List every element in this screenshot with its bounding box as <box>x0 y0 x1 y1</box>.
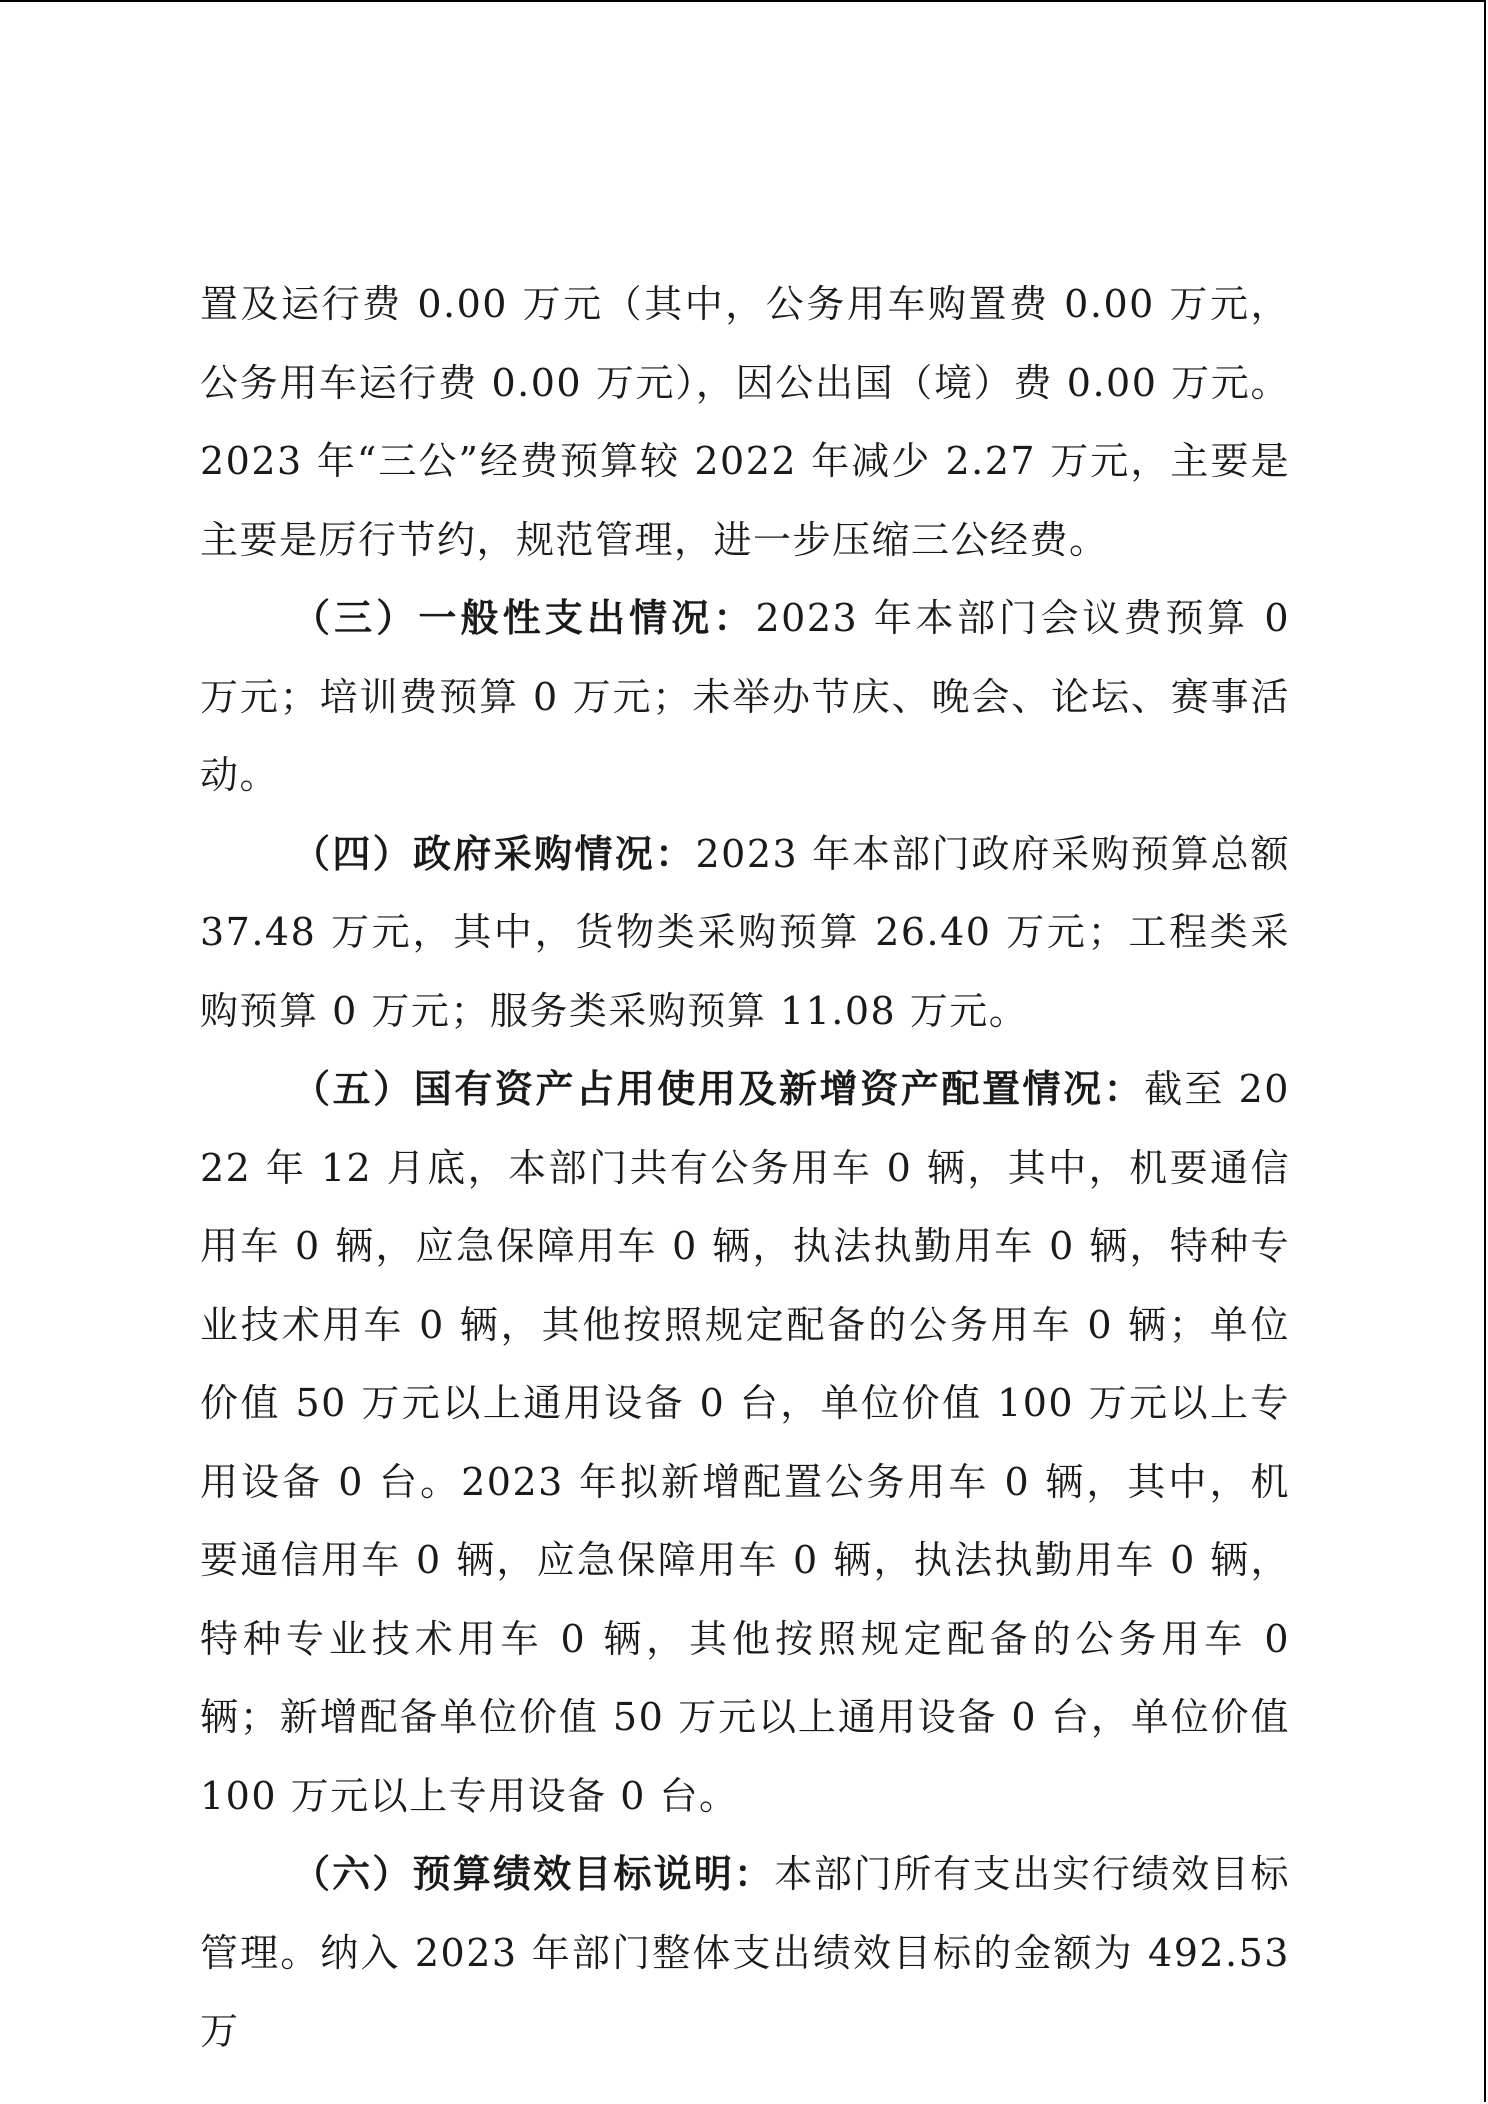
section-heading: （六）预算绩效目标说明： <box>292 1852 775 1896</box>
document-body <box>200 265 1290 2071</box>
paragraph-three-public-expenses <box>200 265 1290 579</box>
paragraph-government-procurement <box>200 815 1290 1051</box>
paragraph-text: 截至 2022 年 12 月底，本部门共有公务用车 0 辆，其中，机要通信用车 0 辆，应急保障用车 0 辆，执法执勤用车 0 辆，特种专业技术用车 0 辆，其他按照规定配备的公务用车 0 辆；单位价值 50 万元以上通用设备 0 台，单位价值 100 万元以上专用设备 0 台。2023 年拟新增配置公务用车 0 辆，其中，机要通信用车 0 辆，应急保障用车 0 辆，执法执勤用车 0 辆，特种专业技术用车 0 辆，其他按照规定配备的公务用车 0 辆；新增配备单位价值 50 万元以上通用设备 0 台，单位价值 100 万元以上专用设备 0 台。 <box>200 1067 1290 1818</box>
paragraph-text: 置及运行费 0.00 万元（其中，公务用车购置费 0.00 万元，公务用车运行费 0.00 万元），因公出国（境）费 0.00 万元。2023 年“三公”经费预算较 2022 年减少 2.27 万元，主要是主要是厉行节约，规范管理，进一步压缩三公经费。 <box>200 282 1290 562</box>
paragraph-text: 2023 年本部门会议费预算 0 万元；培训费预算 0 万元；未举办节庆、晚会、论坛、赛事活动。 <box>200 596 1290 797</box>
paragraph-general-expenditure <box>200 579 1290 815</box>
section-heading: （五）国有资产占用使用及新增资产配置情况： <box>292 1067 1145 1111</box>
section-heading: （四）政府采购情况： <box>292 831 696 876</box>
paragraph-text: 2023 年本部门政府采购预算总额 37.48 万元，其中，货物类采购预算 26.40 万元；工程类采购预算 0 万元；服务类采购预算 11.08 万元。 <box>200 831 1290 1033</box>
section-heading: （三）一般性支出情况： <box>292 596 756 640</box>
paragraph-performance-goals <box>200 1835 1290 2071</box>
paragraph-state-assets <box>200 1050 1290 1835</box>
paragraph-text: 本部门所有支出实行绩效目标管理。纳入 2023 年部门整体支出绩效目标的金额为 492.53 万 <box>200 1852 1290 2053</box>
